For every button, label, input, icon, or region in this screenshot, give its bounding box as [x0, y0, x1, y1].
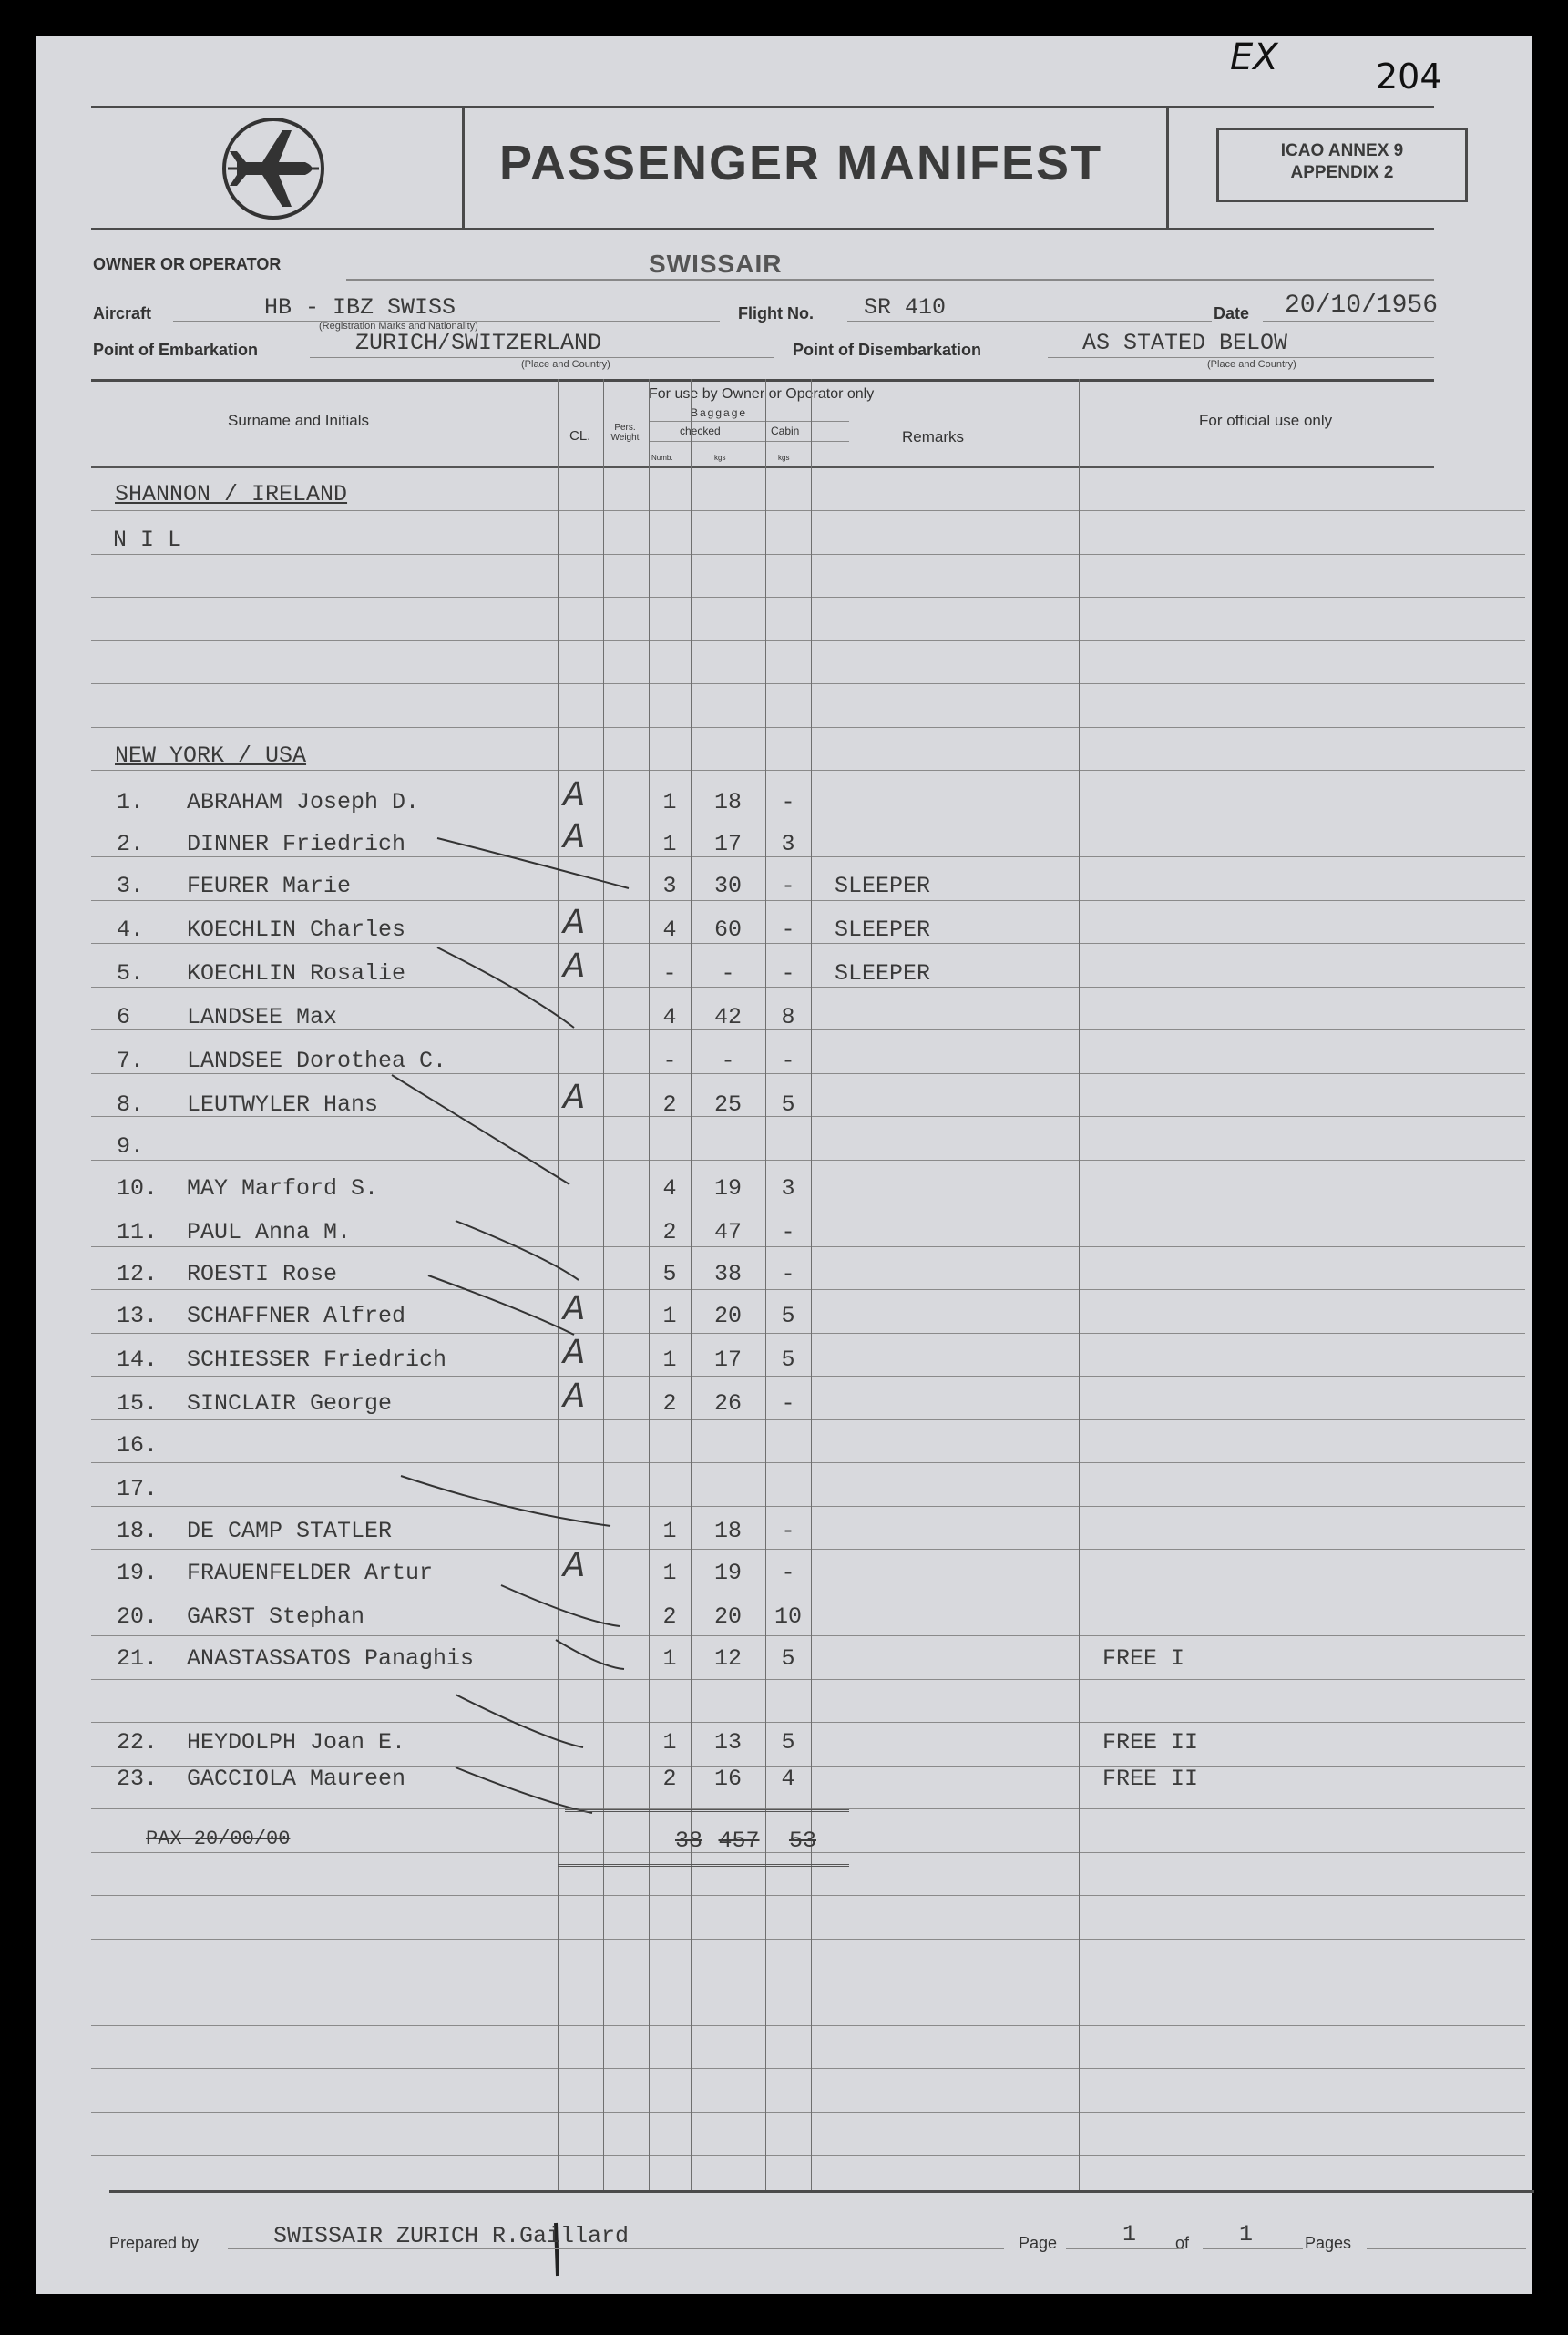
class-mark: A — [563, 1547, 586, 1588]
row-number: 5. — [117, 960, 145, 987]
baggage-count: 2 — [662, 1603, 677, 1630]
col-numb: Numb. — [651, 454, 673, 462]
baggage-count: 1 — [662, 1303, 677, 1329]
aircraft-label: Aircraft — [93, 304, 152, 323]
baggage-count: - — [662, 1048, 677, 1074]
col-cabin: Cabin — [771, 425, 800, 437]
aircraft-value: HB - IBZ SWISS — [264, 294, 456, 321]
baggage-kgs: 18 — [713, 1518, 742, 1544]
cabin-kgs: 3 — [781, 1175, 795, 1202]
remarks: SLEEPER — [835, 960, 931, 987]
baggage-kgs: 18 — [713, 789, 742, 815]
cabin-kgs: - — [781, 960, 795, 987]
col-surname: Surname and Initials — [228, 412, 369, 429]
col-checked: checked — [680, 425, 721, 437]
official-note: FREE II — [1102, 1766, 1199, 1792]
col-kgs: kgs — [714, 454, 726, 462]
passenger-name: SCHAFFNER Alfred — [187, 1303, 406, 1329]
row-number: 8. — [117, 1091, 145, 1118]
pages-rule — [1367, 2248, 1526, 2249]
totals-bottom-rule — [558, 1864, 849, 1867]
baggage-count: 4 — [662, 1175, 677, 1202]
baggage-count: 1 — [662, 1518, 677, 1544]
passenger-name: DE CAMP STATLER — [187, 1518, 393, 1544]
cabin-kgs: - — [781, 1261, 795, 1287]
row-number: 20. — [117, 1603, 159, 1630]
cabin-kgs: - — [781, 1560, 795, 1586]
baggage-kgs: 16 — [713, 1766, 742, 1792]
cabin-kgs: - — [781, 789, 795, 815]
baggage-kgs: 47 — [713, 1219, 742, 1245]
row-number: 14. — [117, 1347, 159, 1373]
row-number: 15. — [117, 1390, 159, 1417]
aircraft-sublabel: (Registration Marks and Nationality) — [319, 321, 478, 332]
baggage-kgs: 20 — [713, 1303, 742, 1329]
row-number: 2. — [117, 831, 145, 857]
page-value: 1 — [1122, 2221, 1137, 2248]
passenger-name: HEYDOLPH Joan E. — [187, 1729, 406, 1756]
col-official: For official use only — [1199, 412, 1333, 429]
baggage-count: 1 — [662, 1347, 677, 1373]
baggage-kgs: 30 — [713, 873, 742, 899]
class-mark: A — [563, 1079, 586, 1120]
row-number: 13. — [117, 1303, 159, 1329]
passenger-name: DINNER Friedrich — [187, 831, 406, 857]
official-note: FREE I — [1102, 1645, 1185, 1672]
baggage-count: 1 — [662, 1560, 677, 1586]
cabin-kgs: - — [781, 1518, 795, 1544]
prepared-value: SWISSAIR ZURICH R.Gaillard — [273, 2223, 630, 2249]
passenger-name: ANASTASSATOS Panaghis — [187, 1645, 475, 1672]
baggage-kgs: - — [721, 960, 735, 987]
row-number: 1. — [117, 789, 145, 815]
row-number: 12. — [117, 1261, 159, 1287]
col-weight-label: Weight — [610, 433, 640, 443]
passenger-name: FRAUENFELDER Artur — [187, 1560, 434, 1586]
embarkation-label: Point of Embarkation — [93, 341, 259, 359]
row-number: 4. — [117, 917, 145, 943]
class-mark: A — [563, 776, 586, 817]
row-number: 11. — [117, 1219, 159, 1245]
of-label: of — [1175, 2234, 1190, 2252]
baggage-kgs: 26 — [713, 1390, 742, 1417]
passenger-name: LANDSEE Dorothea C. — [187, 1048, 447, 1074]
totals-cabin: 53 — [788, 1828, 816, 1854]
baggage-kgs: 60 — [713, 917, 742, 943]
row-number: 18. — [117, 1518, 159, 1544]
row-number: 7. — [117, 1048, 145, 1074]
col-baggage: Baggage — [691, 406, 748, 419]
col-owner-use: For use by Owner or Operator only — [649, 386, 875, 402]
passenger-name: KOECHLIN Charles — [187, 917, 406, 943]
manifest-sheet — [36, 36, 1532, 2294]
row-number: 10. — [117, 1175, 159, 1202]
handwritten-check-marks — [36, 36, 1532, 2294]
remarks: SLEEPER — [835, 917, 931, 943]
page-rule — [1066, 2248, 1184, 2249]
official-note: FREE II — [1102, 1729, 1199, 1756]
owner-label: OWNER OR OPERATOR — [93, 255, 282, 273]
passenger-name: LANDSEE Max — [187, 1004, 338, 1030]
baggage-kgs: 19 — [713, 1175, 742, 1202]
col-cabin-kgs: kgs — [778, 454, 790, 462]
class-mark: A — [563, 1377, 586, 1418]
passenger-name: LEUTWYLER Hans — [187, 1091, 379, 1118]
embarkation-sublabel: (Place and Country) — [521, 359, 610, 370]
date-value: 20/10/1956 — [1285, 292, 1439, 320]
page-label: Page — [1019, 2234, 1058, 2252]
row-number: 16. — [117, 1432, 159, 1459]
passenger-name: GACCIOLA Maureen — [187, 1766, 406, 1792]
row-number: 21. — [117, 1645, 159, 1672]
cabin-kgs: - — [781, 1390, 795, 1417]
flight-value: SR 410 — [864, 294, 947, 321]
cabin-kgs: 8 — [781, 1004, 795, 1030]
remarks: SLEEPER — [835, 873, 931, 899]
totals-kgs: 457 — [718, 1828, 760, 1854]
cabin-kgs: 3 — [781, 831, 795, 857]
passenger-name: ABRAHAM Joseph D. — [187, 789, 420, 815]
cabin-kgs: 5 — [781, 1347, 795, 1373]
col-cl: CL. — [569, 428, 591, 444]
cabin-kgs: - — [781, 1048, 795, 1074]
cabin-kgs: - — [781, 873, 795, 899]
footer-top-rule — [109, 2190, 1534, 2193]
baggage-kgs: 17 — [713, 831, 742, 857]
baggage-kgs: 17 — [713, 1347, 742, 1373]
cabin-kgs: 4 — [781, 1766, 795, 1792]
embarkation-value: ZURICH/SWITZERLAND — [355, 330, 602, 356]
row-number: 17. — [117, 1476, 159, 1502]
row-number: 19. — [117, 1560, 159, 1586]
class-mark: A — [563, 1334, 586, 1375]
icao-line-1: ICAO ANNEX 9 — [1280, 141, 1404, 160]
totals-numb: 38 — [674, 1828, 702, 1854]
row-number: 9. — [117, 1133, 145, 1160]
pages-label: Pages — [1305, 2234, 1352, 2252]
baggage-count: 2 — [662, 1091, 677, 1118]
baggage-kgs: 13 — [713, 1729, 742, 1756]
baggage-count: 4 — [662, 917, 677, 943]
passenger-name: FEURER Marie — [187, 873, 352, 899]
col-pers-label: Pers. — [614, 423, 636, 433]
passenger-name: ROESTI Rose — [187, 1261, 338, 1287]
passenger-name: KOECHLIN Rosalie — [187, 960, 406, 987]
cabin-kgs: 5 — [781, 1303, 795, 1329]
cabin-kgs: 10 — [774, 1603, 802, 1630]
class-mark: A — [563, 1290, 586, 1331]
baggage-count: 2 — [662, 1766, 677, 1792]
date-label: Date — [1214, 304, 1250, 323]
baggage-count: - — [662, 960, 677, 987]
page-title: PASSENGER MANIFEST — [499, 136, 1103, 190]
baggage-count: 1 — [662, 789, 677, 815]
baggage-kgs: 20 — [713, 1603, 742, 1630]
row-number: 6 — [117, 1004, 131, 1030]
baggage-count: 1 — [662, 831, 677, 857]
passenger-name: SCHIESSER Friedrich — [187, 1347, 447, 1373]
passenger-name: SINCLAIR George — [187, 1390, 393, 1417]
disembarkation-label: Point of Disembarkation — [793, 341, 982, 359]
baggage-kgs: 12 — [713, 1645, 742, 1672]
section-shannon: SHANNON / IRELAND — [115, 481, 348, 507]
page-number-annotation: 204 — [1376, 56, 1442, 97]
of-rule — [1203, 2248, 1303, 2249]
ex-annotation: EX — [1230, 36, 1278, 78]
class-mark: A — [563, 904, 586, 945]
section-newyork: NEW YORK / USA — [115, 742, 307, 769]
flight-label: Flight No. — [738, 304, 814, 323]
class-mark: A — [563, 818, 586, 859]
cabin-kgs: 5 — [781, 1645, 795, 1672]
row-number: 3. — [117, 873, 145, 899]
row-number: 22. — [117, 1729, 159, 1756]
class-mark: A — [563, 947, 586, 988]
baggage-count: 2 — [662, 1390, 677, 1417]
baggage-kgs: 38 — [713, 1261, 742, 1287]
baggage-kgs: - — [721, 1048, 735, 1074]
baggage-kgs: 42 — [713, 1004, 742, 1030]
disembarkation-sublabel: (Place and Country) — [1207, 359, 1296, 370]
baggage-kgs: 25 — [713, 1091, 742, 1118]
cabin-kgs: 5 — [781, 1729, 795, 1756]
cabin-kgs: 5 — [781, 1091, 795, 1118]
baggage-count: 1 — [662, 1729, 677, 1756]
section-nil: N I L — [113, 527, 182, 553]
baggage-kgs: 19 — [713, 1560, 742, 1586]
prepared-rule — [228, 2248, 1004, 2249]
owner-value: SWISSAIR — [649, 250, 783, 278]
baggage-count: 4 — [662, 1004, 677, 1030]
disembarkation-value: AS STATED BELOW — [1082, 330, 1288, 356]
cabin-kgs: - — [781, 917, 795, 943]
col-remarks: Remarks — [902, 428, 965, 445]
passenger-name: MAY Marford S. — [187, 1175, 379, 1202]
baggage-count: 1 — [662, 1645, 677, 1672]
baggage-count: 5 — [662, 1261, 677, 1287]
baggage-count: 2 — [662, 1219, 677, 1245]
of-value: 1 — [1239, 2221, 1254, 2248]
prepared-label: Prepared by — [109, 2234, 200, 2252]
passenger-name: PAUL Anna M. — [187, 1219, 352, 1245]
totals-label: PAX 20/00/00 — [146, 1828, 291, 1850]
baggage-count: 3 — [662, 873, 677, 899]
cabin-kgs: - — [781, 1219, 795, 1245]
totals-top-rule — [565, 1809, 849, 1812]
icao-line-2: APPENDIX 2 — [1290, 163, 1394, 182]
passenger-name: GARST Stephan — [187, 1603, 365, 1630]
row-number: 23. — [117, 1766, 159, 1792]
